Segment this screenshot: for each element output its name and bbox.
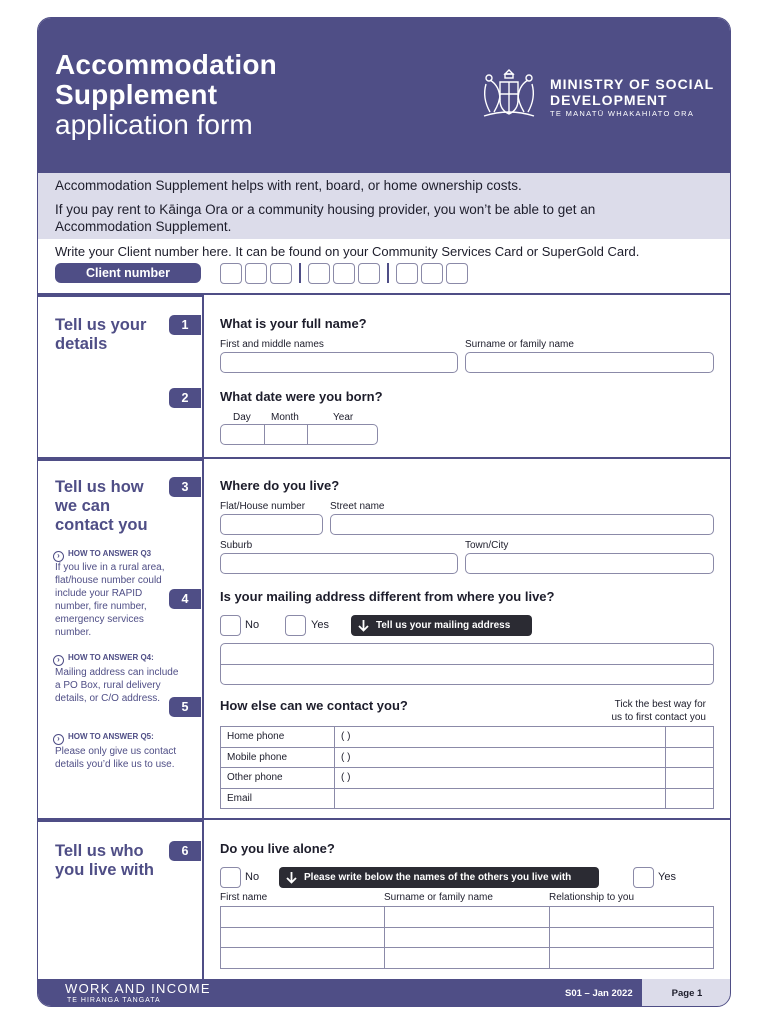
mailing-different-no-checkbox[interactable]	[220, 615, 241, 636]
surname-column-label: Surname or family name	[384, 892, 493, 903]
mobile-phone-field[interactable]: ( )	[335, 747, 666, 768]
how-to-answer-q3-label: HOW TO ANSWER Q3	[68, 549, 152, 558]
home-phone-tick-box[interactable]	[666, 727, 714, 748]
no-label: No	[245, 619, 260, 631]
first-names-label: First and middle names	[220, 339, 324, 350]
relationship-column-label: Relationship to you	[549, 892, 635, 903]
mailing-address-field[interactable]	[220, 643, 714, 685]
year-label: Year	[333, 412, 354, 423]
question-number-6: 6	[169, 841, 201, 861]
date-of-birth-field[interactable]	[220, 424, 378, 445]
tick-note-line-2: us to first contact you	[611, 712, 706, 723]
form-footer	[38, 979, 730, 1007]
client-number-digit[interactable]	[358, 263, 380, 284]
surname-field[interactable]	[465, 352, 714, 373]
section-bar	[38, 818, 202, 822]
form-title	[55, 50, 277, 110]
work-and-income-maori: TE HIRANGA TANGATA	[67, 997, 161, 1004]
suburb-label: Suburb	[220, 540, 253, 551]
yes-label: Yes	[311, 619, 329, 631]
tick-best-way-note	[612, 698, 707, 724]
client-number-separator	[387, 263, 389, 283]
info-icon: ›	[53, 551, 64, 562]
street-name-label: Street name	[330, 501, 385, 512]
suburb-field[interactable]	[220, 553, 458, 574]
title-line-2: Supplement	[55, 79, 218, 110]
live-alone-yes-checkbox[interactable]	[633, 867, 654, 888]
surname-label: Surname or family name	[465, 339, 574, 350]
client-number-label: Client number	[55, 263, 201, 283]
flat-number-label: Flat/House number	[220, 501, 306, 512]
member-surname-field[interactable]	[385, 907, 550, 928]
page-number: Page 1	[642, 979, 731, 1007]
table-row	[221, 927, 714, 948]
client-number-digit[interactable]	[396, 263, 418, 284]
contact-type-cell: Home phone	[221, 727, 335, 748]
column-divider	[202, 818, 204, 979]
home-phone-field[interactable]: ( )	[335, 727, 666, 748]
client-number-digit[interactable]	[333, 263, 355, 284]
email-field[interactable]	[335, 788, 666, 809]
town-city-field[interactable]	[465, 553, 714, 574]
client-number-instruction: Write your Client number here. It can be found on your Community Services Card or SuperGold Card.	[55, 244, 640, 259]
question-number-3: 3	[169, 477, 201, 497]
section-title-details: Tell us your details	[55, 316, 147, 353]
work-and-income-brand: WORK AND INCOME	[65, 981, 211, 996]
section-title-contact: Tell us how we can contact you	[55, 478, 148, 534]
how-to-answer-q5-label: HOW TO ANSWER Q5:	[68, 732, 154, 741]
member-surname-field[interactable]	[385, 948, 550, 969]
nz-coat-of-arms-icon	[480, 68, 538, 122]
mailing-address-instruction-text: Tell us your mailing address	[376, 620, 511, 631]
tick-note-line-1: Tick the best way for	[614, 699, 706, 710]
arrow-down-icon	[284, 870, 299, 885]
question-number-1: 1	[169, 315, 201, 335]
column-divider	[202, 293, 204, 459]
question-2-text: What date were you born?	[220, 389, 383, 404]
member-first-name-field[interactable]	[221, 907, 385, 928]
client-number-separator	[299, 263, 301, 283]
info-icon: ›	[53, 655, 64, 666]
arrow-down-icon	[356, 618, 371, 633]
member-first-name-field[interactable]	[221, 948, 385, 969]
mobile-phone-tick-box[interactable]	[666, 747, 714, 768]
town-city-label: Town/City	[465, 540, 509, 551]
intro-line-1: Accommodation Supplement helps with rent, board, or home ownership costs.	[55, 178, 522, 193]
yes-label: Yes	[658, 871, 676, 883]
application-form-page	[37, 17, 731, 1007]
client-number-digit[interactable]	[220, 263, 242, 284]
ministry-name-line-2: DEVELOPMENT	[550, 92, 668, 108]
member-first-name-field[interactable]	[221, 927, 385, 948]
member-relationship-field[interactable]	[550, 907, 714, 928]
contact-type-cell: Mobile phone	[221, 747, 335, 768]
intro-panel	[38, 173, 730, 239]
mailing-different-yes-checkbox[interactable]	[285, 615, 306, 636]
contact-type-cell: Email	[221, 788, 335, 809]
question-4-text: Is your mailing address different from where you live?	[220, 589, 555, 604]
email-tick-box[interactable]	[666, 788, 714, 809]
how-to-answer-q5-text: Please only give us contact details you’d like us to use.	[55, 746, 177, 770]
client-number-digit[interactable]	[308, 263, 330, 284]
member-relationship-field[interactable]	[550, 927, 714, 948]
first-names-field[interactable]	[220, 352, 458, 373]
live-alone-no-checkbox[interactable]	[220, 867, 241, 888]
question-number-5: 5	[169, 697, 201, 717]
how-to-answer-q5-heading	[55, 732, 154, 745]
other-phone-tick-box[interactable]	[666, 768, 714, 789]
question-6-text: Do you live alone?	[220, 841, 335, 856]
question-number-2: 2	[169, 388, 201, 408]
table-row	[221, 747, 714, 768]
ministry-name-line-1: MINISTRY OF SOCIAL	[550, 76, 715, 92]
date-divider	[264, 425, 265, 444]
form-code: S01 – Jan 2022	[565, 988, 633, 999]
table-row	[221, 727, 714, 748]
question-1-text: What is your full name?	[220, 316, 367, 331]
table-row	[221, 948, 714, 969]
member-surname-field[interactable]	[385, 927, 550, 948]
section-bar	[38, 457, 202, 461]
household-members-table	[220, 906, 714, 969]
contact-methods-table	[220, 726, 714, 809]
table-row	[221, 788, 714, 809]
month-label: Month	[271, 412, 299, 423]
column-divider	[202, 457, 204, 819]
how-to-answer-q3-text: If you live in a rural area, flat/house number could include your RAPID number, fire number, emergency services number.	[55, 562, 165, 638]
ministry-maori-name: TE MANATŪ WHAKAHIATO ORA	[550, 109, 695, 118]
question-3-text: Where do you live?	[220, 478, 340, 493]
street-name-field[interactable]	[330, 514, 714, 535]
table-row	[221, 907, 714, 928]
others-instruction-text: Please write below the names of the others you live with	[304, 872, 572, 883]
how-to-answer-q4-heading	[55, 653, 154, 666]
title-line-1: Accommodation	[55, 49, 277, 80]
address-line-divider	[221, 664, 713, 665]
section-title-live-with: Tell us who you live with	[55, 842, 155, 879]
no-label: No	[245, 871, 260, 883]
client-number-digit[interactable]	[421, 263, 443, 284]
form-header	[38, 18, 730, 173]
mailing-address-instruction	[351, 615, 532, 636]
how-to-answer-q4-text: Mailing address can include a PO Box, rural delivery details, or C/O address.	[55, 667, 179, 704]
date-divider	[307, 425, 308, 444]
other-phone-field[interactable]: ( )	[335, 768, 666, 789]
form-subtitle: application form	[55, 109, 253, 140]
section-bar	[38, 293, 202, 297]
question-number-4: 4	[169, 589, 201, 609]
flat-number-field[interactable]	[220, 514, 323, 535]
others-instruction	[279, 867, 599, 888]
question-5-text: How else can we contact you?	[220, 698, 408, 713]
member-relationship-field[interactable]	[550, 948, 714, 969]
contact-type-cell: Other phone	[221, 768, 335, 789]
intro-line-2: If you pay rent to Kāinga Ora or a community housing provider, you won’t be able to get an Accommodation Supplement.	[55, 202, 596, 234]
table-row	[221, 768, 714, 789]
client-number-digit[interactable]	[270, 263, 292, 284]
info-icon: ›	[53, 734, 64, 745]
client-number-digit[interactable]	[446, 263, 468, 284]
day-label: Day	[233, 412, 251, 423]
client-number-digit[interactable]	[245, 263, 267, 284]
how-to-answer-q4-label: HOW TO ANSWER Q4:	[68, 653, 154, 662]
first-name-column-label: First name	[220, 892, 268, 903]
